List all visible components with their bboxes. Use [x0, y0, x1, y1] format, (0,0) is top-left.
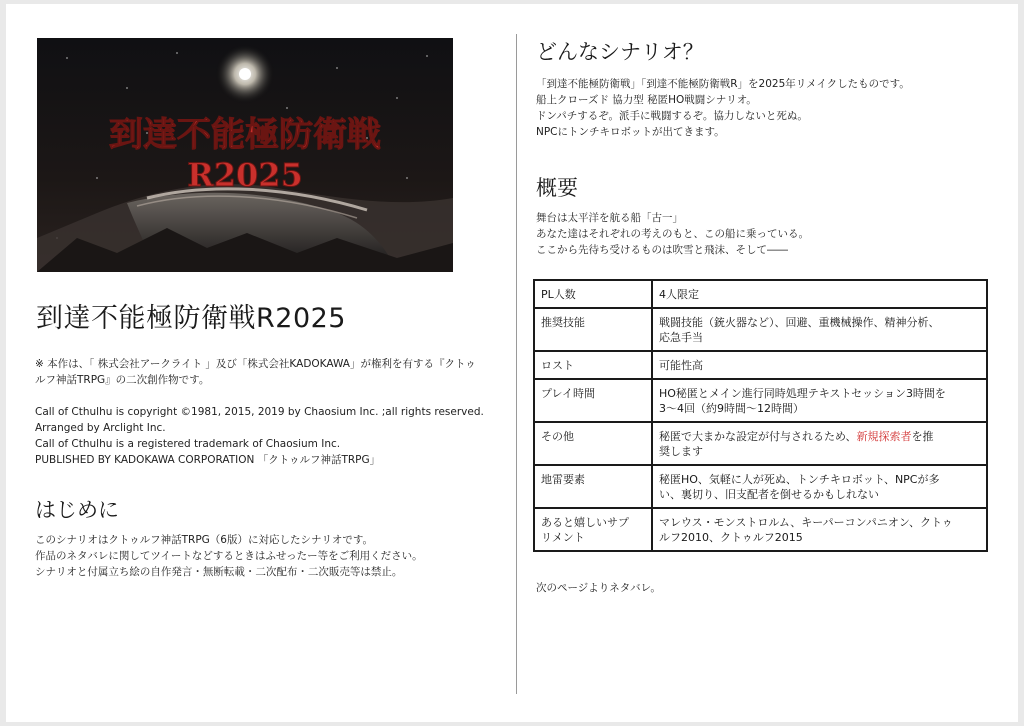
- intro-heading: はじめに: [35, 498, 119, 522]
- summary-line: ここから先待ち受けるものは吹雪と飛沫、そして――: [536, 244, 788, 256]
- table-row: [534, 280, 987, 308]
- table-key: PL人数: [534, 280, 652, 308]
- table-value-line: 戦闘技能（銃火器など）、回避、重機械操作、精神分析、: [659, 316, 940, 329]
- cover-title-line2: R2025: [187, 156, 303, 194]
- copyright-block: [35, 404, 505, 468]
- cover-image: [37, 38, 453, 272]
- document-page: [6, 4, 1018, 722]
- scenario-description: [536, 76, 910, 140]
- table-value: [652, 422, 987, 465]
- scenario-line: ドンパチするぞ。派手に戦闘するぞ。協力しないと死ぬ。: [536, 110, 808, 122]
- table-value-text: 秘匿で大まかな設定が付与されるため、: [659, 430, 857, 443]
- table-value-line: 3～4回（約9時間～12時間）: [659, 402, 804, 415]
- table-value: 可能性高: [652, 351, 987, 379]
- table-value-line: 奨します: [659, 445, 703, 458]
- cover-art: [37, 38, 453, 272]
- summary-line: あなた達はそれぞれの考えのもと、この船に乗っている。: [536, 228, 809, 240]
- table-key: ロスト: [534, 351, 652, 379]
- table-value-line: い、裏切り、旧支配者を倒せるかもしれない: [659, 488, 879, 501]
- column-divider: [516, 34, 517, 694]
- table-value-text: を推: [911, 430, 934, 443]
- table-value: 4人限定: [652, 280, 987, 308]
- spoiler-notice: 次のページよりネタバレ。: [536, 582, 661, 594]
- table-value-line: ルフ2010、クトゥルフ2015: [659, 531, 803, 544]
- highlight-new-investigator: 新規探索者: [856, 430, 912, 443]
- table-row: [534, 379, 987, 422]
- table-key: 地雷要素: [534, 465, 652, 508]
- notice-line: ルフ神話TRPG』の二次創作物です。: [35, 374, 210, 386]
- summary-heading: 概要: [536, 176, 578, 200]
- table-key-line: あると嬉しいサプ: [541, 516, 629, 529]
- intro-line: シナリオと付属立ち絵の自作発言・無断転載・二次配布・二次販売等は禁止。: [35, 566, 403, 578]
- intro-text: [35, 532, 423, 580]
- table-value-line: HO秘匿とメイン進行同時処理テキストセッション3時間を: [659, 387, 946, 400]
- table-row: [534, 465, 987, 508]
- copyright-line: Call of Cthulhu is copyright ©1981, 2015, 2019 by Chaosium Inc. ;all rights reserved.: [35, 406, 484, 418]
- table-key: [534, 508, 652, 551]
- copyright-line: Arranged by Arclight Inc.: [35, 422, 166, 434]
- intro-line: 作品のネタバレに関してツイートなどするときはふせったー等をご利用ください。: [35, 550, 423, 562]
- table-key: 推奨技能: [534, 308, 652, 351]
- table-key: その他: [534, 422, 652, 465]
- table-value: [652, 308, 987, 351]
- scenario-info-table: [533, 279, 988, 552]
- table-row: [534, 308, 987, 351]
- scenario-line: 「到達不能極防衛戦」「到達不能極防衛戦R」を2025年リメイクしたものです。: [536, 78, 910, 90]
- scenario-heading: どんなシナリオ？: [536, 40, 704, 64]
- summary-line: 舞台は太平洋を航る船「古一」: [536, 212, 683, 224]
- scenario-line: 船上クローズド 協力型 秘匿HO戦闘シナリオ。: [536, 94, 757, 106]
- table-value: [652, 379, 987, 422]
- table-value: [652, 465, 987, 508]
- table-row: [534, 508, 987, 551]
- cover-title-line1: 到達不能極防衛戦: [109, 115, 381, 155]
- notice-line: ※ 本作は、「 株式会社アークライト 」及び「株式会社KADOKAWA」が権利を有する『クトゥ: [35, 358, 476, 370]
- table-row: [534, 422, 987, 465]
- scenario-line: NPCにトンチキロボットが出てきます。: [536, 126, 725, 138]
- table-value: [652, 508, 987, 551]
- table-value-line: [659, 429, 980, 444]
- table-value-line: 秘匿HO、気軽に人が死ぬ、トンチキロボット、NPCが多: [659, 473, 940, 486]
- scenario-title: 到達不能極防衛戦R2025: [36, 303, 346, 334]
- table-key-line: リメント: [541, 531, 585, 544]
- copyright-line: Call of Cthulhu is a registered trademark of Chaosium Inc.: [35, 438, 341, 450]
- summary-text: [536, 210, 809, 258]
- table-value-line: マレウス・モンストロルム、キーパーコンパニオン、クトゥ: [659, 516, 953, 529]
- copyright-line: PUBLISHED BY KADOKAWA CORPORATION 「クトゥルフ神話TRPG」: [35, 454, 381, 466]
- intro-line: このシナリオはクトゥルフ神話TRPG（6版）に対応したシナリオです。: [35, 534, 374, 546]
- fan-work-notice: [35, 356, 495, 388]
- table-key: プレイ時間: [534, 379, 652, 422]
- table-row: [534, 351, 987, 379]
- table-value-line: 応急手当: [659, 331, 703, 344]
